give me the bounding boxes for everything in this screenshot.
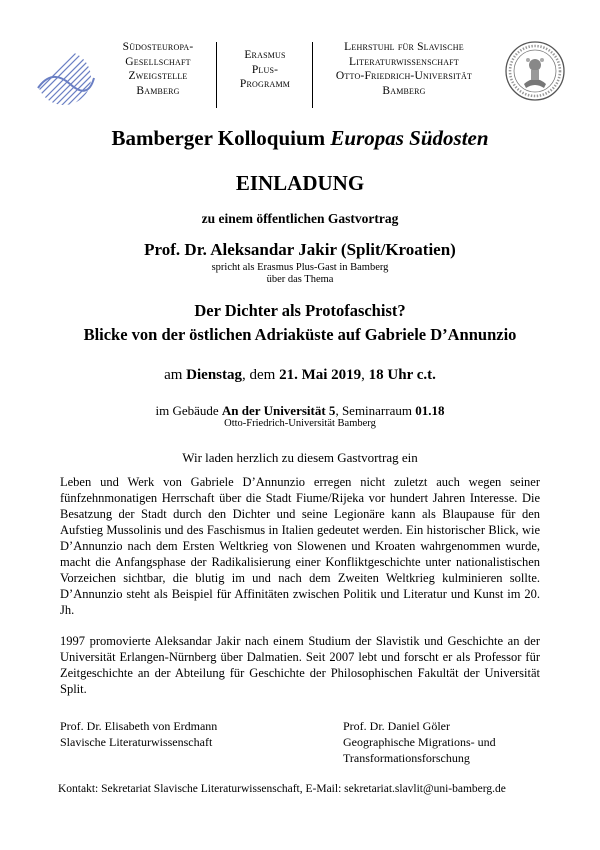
program-line: Erasmus bbox=[244, 49, 286, 61]
date-weekday: Dienstag bbox=[186, 367, 243, 383]
colloquium-title bbox=[0, 126, 600, 151]
society-name bbox=[106, 40, 210, 98]
header-divider bbox=[216, 42, 217, 108]
invite-line: Wir laden herzlich zu diesem Gastvortrag ein bbox=[182, 450, 418, 465]
society-line: Gesellschaft bbox=[125, 55, 191, 68]
date-time: 18 Uhr c.t. bbox=[368, 367, 436, 383]
invitation-heading: EINLADUNG bbox=[235, 171, 365, 195]
chair-name bbox=[314, 40, 494, 98]
abstract-paragraph: Leben und Werk von Gabriele D’Annunzio erregen nicht zuletzt auch wegen seiner fünfzehnmonatigen Herrschaft über die Stadt Fiume/Rijeka vor hundert Jahren Interesse. Die Besatzung der Stadt durch den Dichter und seine Legionäre kann als Blaupause für den Aufstieg Mussolinis und des Faschismus in Italien gedeutet werden. Ein historischer Blick, wie D’Annunzio nach dem Ersten Weltkrieg von Slowenen und Kroaten wahrgenommen wurde, macht die Anfangsphase der Radikalisierung einer Konfliktgeschichte unter nationalistischen Vorzeichen sichtbar, die blutig im und nach dem Zweiten Weltkrieg kulminieren sollte. D’Annunzio steht als Beispiel für Affinitäten zwischen Politik und Literatur und Kunst im 20. Jh. bbox=[60, 475, 540, 617]
event-location bbox=[0, 403, 600, 419]
speaker-note: spricht als Erasmus Plus-Gast in Bamberg bbox=[211, 262, 389, 273]
lecture-title-line-2: Blicke von der östlichen Adriaküste auf Gabriele D’Annunzio bbox=[83, 325, 517, 344]
program-line: Plus- bbox=[251, 63, 279, 76]
location-building: An der Universität 5 bbox=[221, 403, 336, 418]
signature-left bbox=[60, 718, 217, 750]
location-room: 01.18 bbox=[415, 403, 445, 418]
signatory-department: Transformationsforschung bbox=[343, 751, 470, 765]
society-line: Zweigstelle bbox=[128, 70, 188, 82]
signatory-department: Slavische Literaturwissenschaft bbox=[60, 735, 213, 749]
erasmus-program bbox=[222, 48, 308, 92]
date-text: , bbox=[361, 367, 369, 383]
location-text: , Seminarraum bbox=[335, 403, 416, 418]
contact-line: Kontakt: Sekretariat Slavische Literaturwissenschaft, E-Mail: sekretariat.slavlit@uni-bamberg.de bbox=[58, 783, 506, 795]
header-divider bbox=[312, 42, 313, 108]
program-line: Programm bbox=[239, 78, 291, 90]
speaker-name: Prof. Dr. Aleksandar Jakir (Split/Kroatien) bbox=[144, 240, 456, 259]
chair-line: Bamberg bbox=[382, 84, 426, 97]
society-line: Bamberg bbox=[136, 84, 180, 97]
university-name: Otto-Friedrich-Universität Bamberg bbox=[224, 418, 376, 429]
southeast-europe-society-logo bbox=[34, 48, 96, 108]
signatory-name: Prof. Dr. Daniel Göler bbox=[343, 719, 450, 733]
chair-line: Otto-Friedrich-Universität bbox=[335, 70, 473, 82]
university-seal bbox=[504, 40, 566, 102]
date-text: am bbox=[164, 367, 187, 383]
colloquium-series-name: Europas Südosten bbox=[330, 126, 489, 150]
signatory-department: Geographische Migrations- und bbox=[343, 735, 496, 749]
date-text: , dem bbox=[242, 367, 280, 383]
colloquium-prefix: Bamberger Kolloquium bbox=[111, 126, 331, 150]
letterhead bbox=[34, 40, 568, 118]
lecture-title-line-1: Der Dichter als Protofaschist? bbox=[194, 301, 406, 320]
chair-line: Literaturwissenschaft bbox=[349, 55, 459, 68]
society-line: Südosteuropa- bbox=[122, 41, 194, 53]
chair-line: Lehrstuhl für Slavische bbox=[344, 41, 464, 53]
topic-intro: über das Thema bbox=[266, 274, 334, 285]
speaker-bio-paragraph: 1997 promovierte Aleksandar Jakir nach einem Studium der Slavistik und Geschichte an der Universität Erlangen-Nürnberg über Dalmatien. Seit 2007 lebt und forscht er als Professor für Zeitgeschichte an der Abteilung für Geschichte der Philosophischen Fakultät der Universität Split. bbox=[60, 634, 540, 696]
date-day: 21. Mai 2019 bbox=[279, 367, 362, 383]
signatory-name: Prof. Dr. Elisabeth von Erdmann bbox=[60, 719, 218, 733]
lecture-subtitle: zu einem öffentlichen Gastvortrag bbox=[201, 211, 399, 226]
event-date bbox=[0, 367, 600, 384]
signature-right bbox=[343, 718, 496, 766]
location-text: im Gebäude bbox=[155, 403, 222, 418]
